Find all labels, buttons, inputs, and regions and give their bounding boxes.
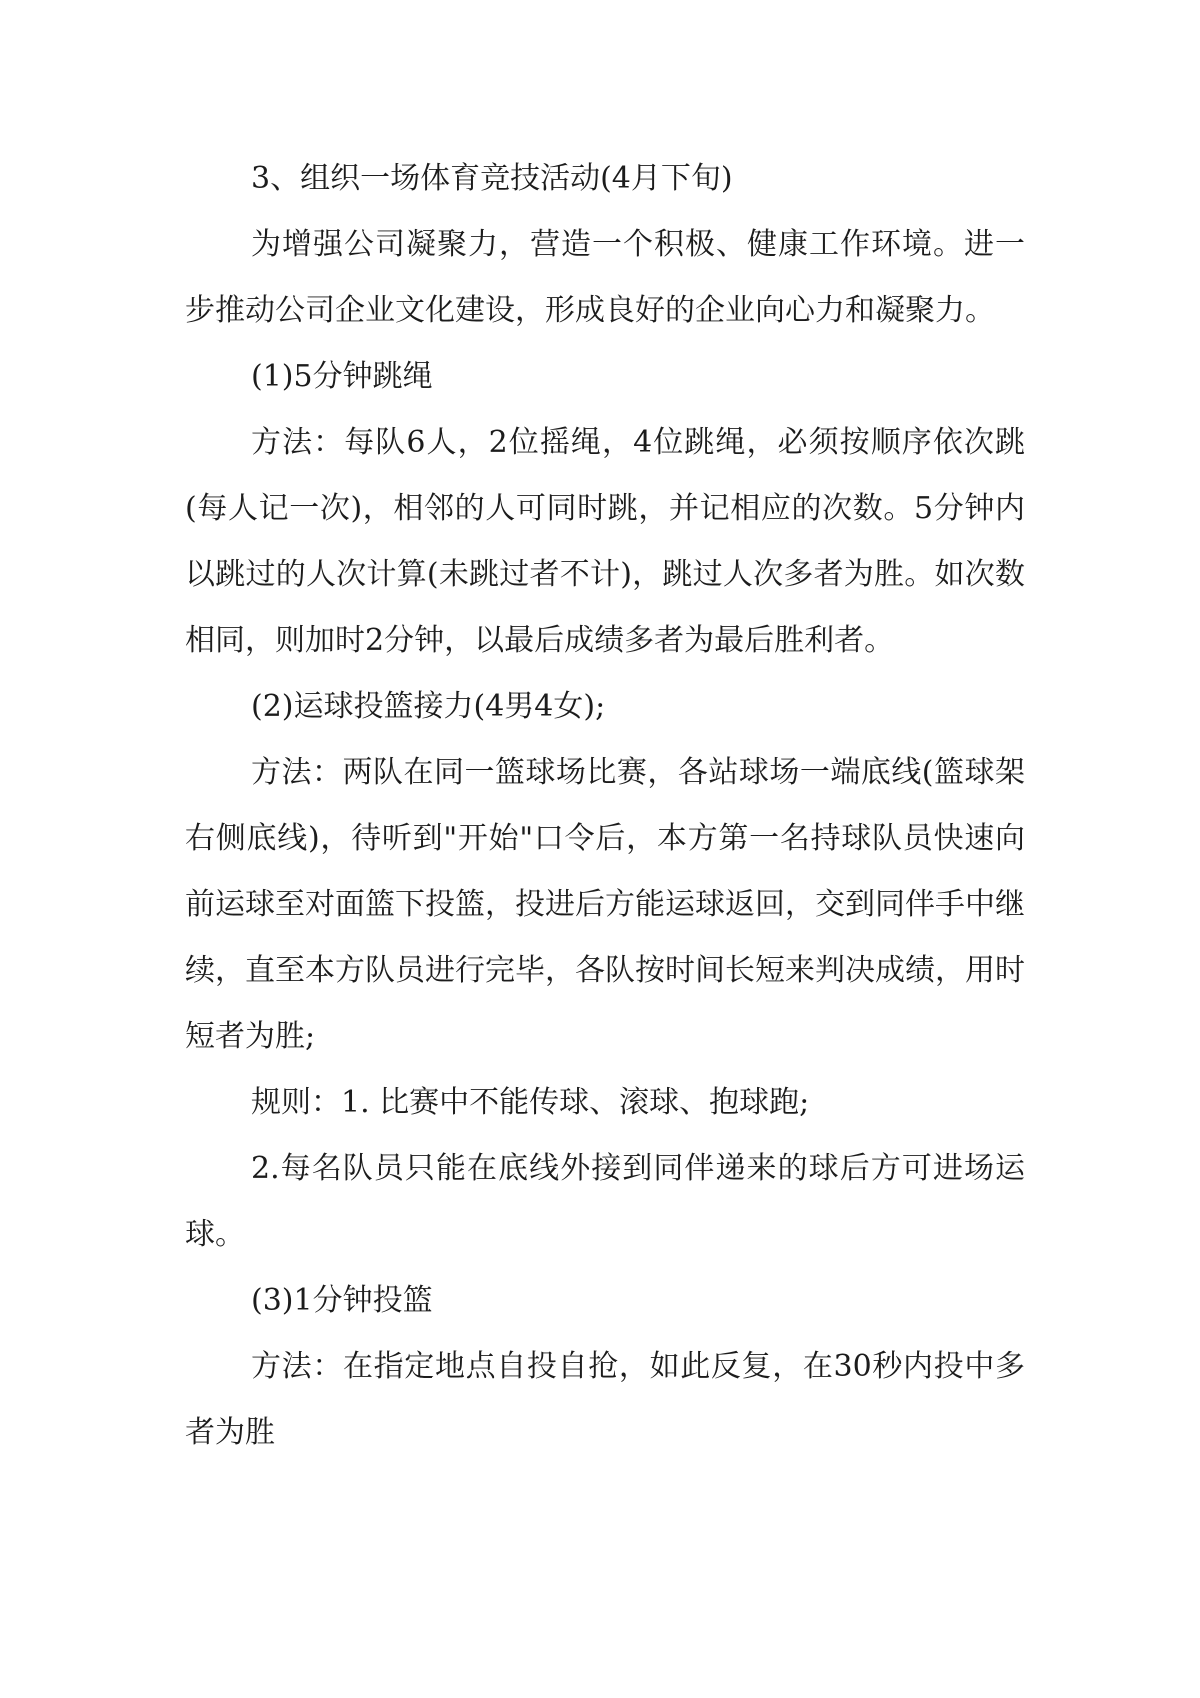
paragraph-dribble-relay-method: 方法：两队在同一篮球场比赛，各站球场一端底线(篮球架右侧底线)，待听到"开始"口令后，本方第一名持球队员快速向前运球至对面篮下投篮，投进后方能运球返回，交到同伴手中继续，直至本方队员进行完毕，各队按时间长短来判决成绩，用时短者为胜; <box>185 755 1025 1054</box>
item-heading-jump-rope: (1)5分钟跳绳 <box>251 359 433 394</box>
paragraph-rule-2: 2.每名队员只能在底线外接到同伴递来的球后方可进场运球。 <box>185 1151 1025 1252</box>
paragraph-shooting-method: 方法：在指定地点自投自抢，如此反复，在30秒内投中多者为胜 <box>185 1349 1025 1450</box>
document-body <box>185 146 1025 1466</box>
item-heading-dribble-relay: (2)运球投篮接力(4男4女); <box>251 689 606 724</box>
section-heading-sports-event: 3、组织一场体育竞技活动(4月下旬) <box>251 161 733 196</box>
paragraph-rule-1: 规则：1. 比赛中不能传球、滚球、抱球跑; <box>251 1085 810 1120</box>
paragraph-purpose: 为增强公司凝聚力，营造一个积极、健康工作环境。进一步推动公司企业文化建设，形成良好的企业向心力和凝聚力。 <box>185 227 1025 328</box>
item-heading-shooting: (3)1分钟投篮 <box>251 1283 433 1318</box>
paragraph-jump-rope-method: 方法：每队6人，2位摇绳，4位跳绳，必须按顺序依次跳(每人记一次)，相邻的人可同时跳，并记相应的次数。5分钟内以跳过的人次计算(未跳过者不计)，跳过人次多者为胜。如次数相同，则加时2分钟，以最后成绩多者为最后胜利者。 <box>185 425 1025 658</box>
